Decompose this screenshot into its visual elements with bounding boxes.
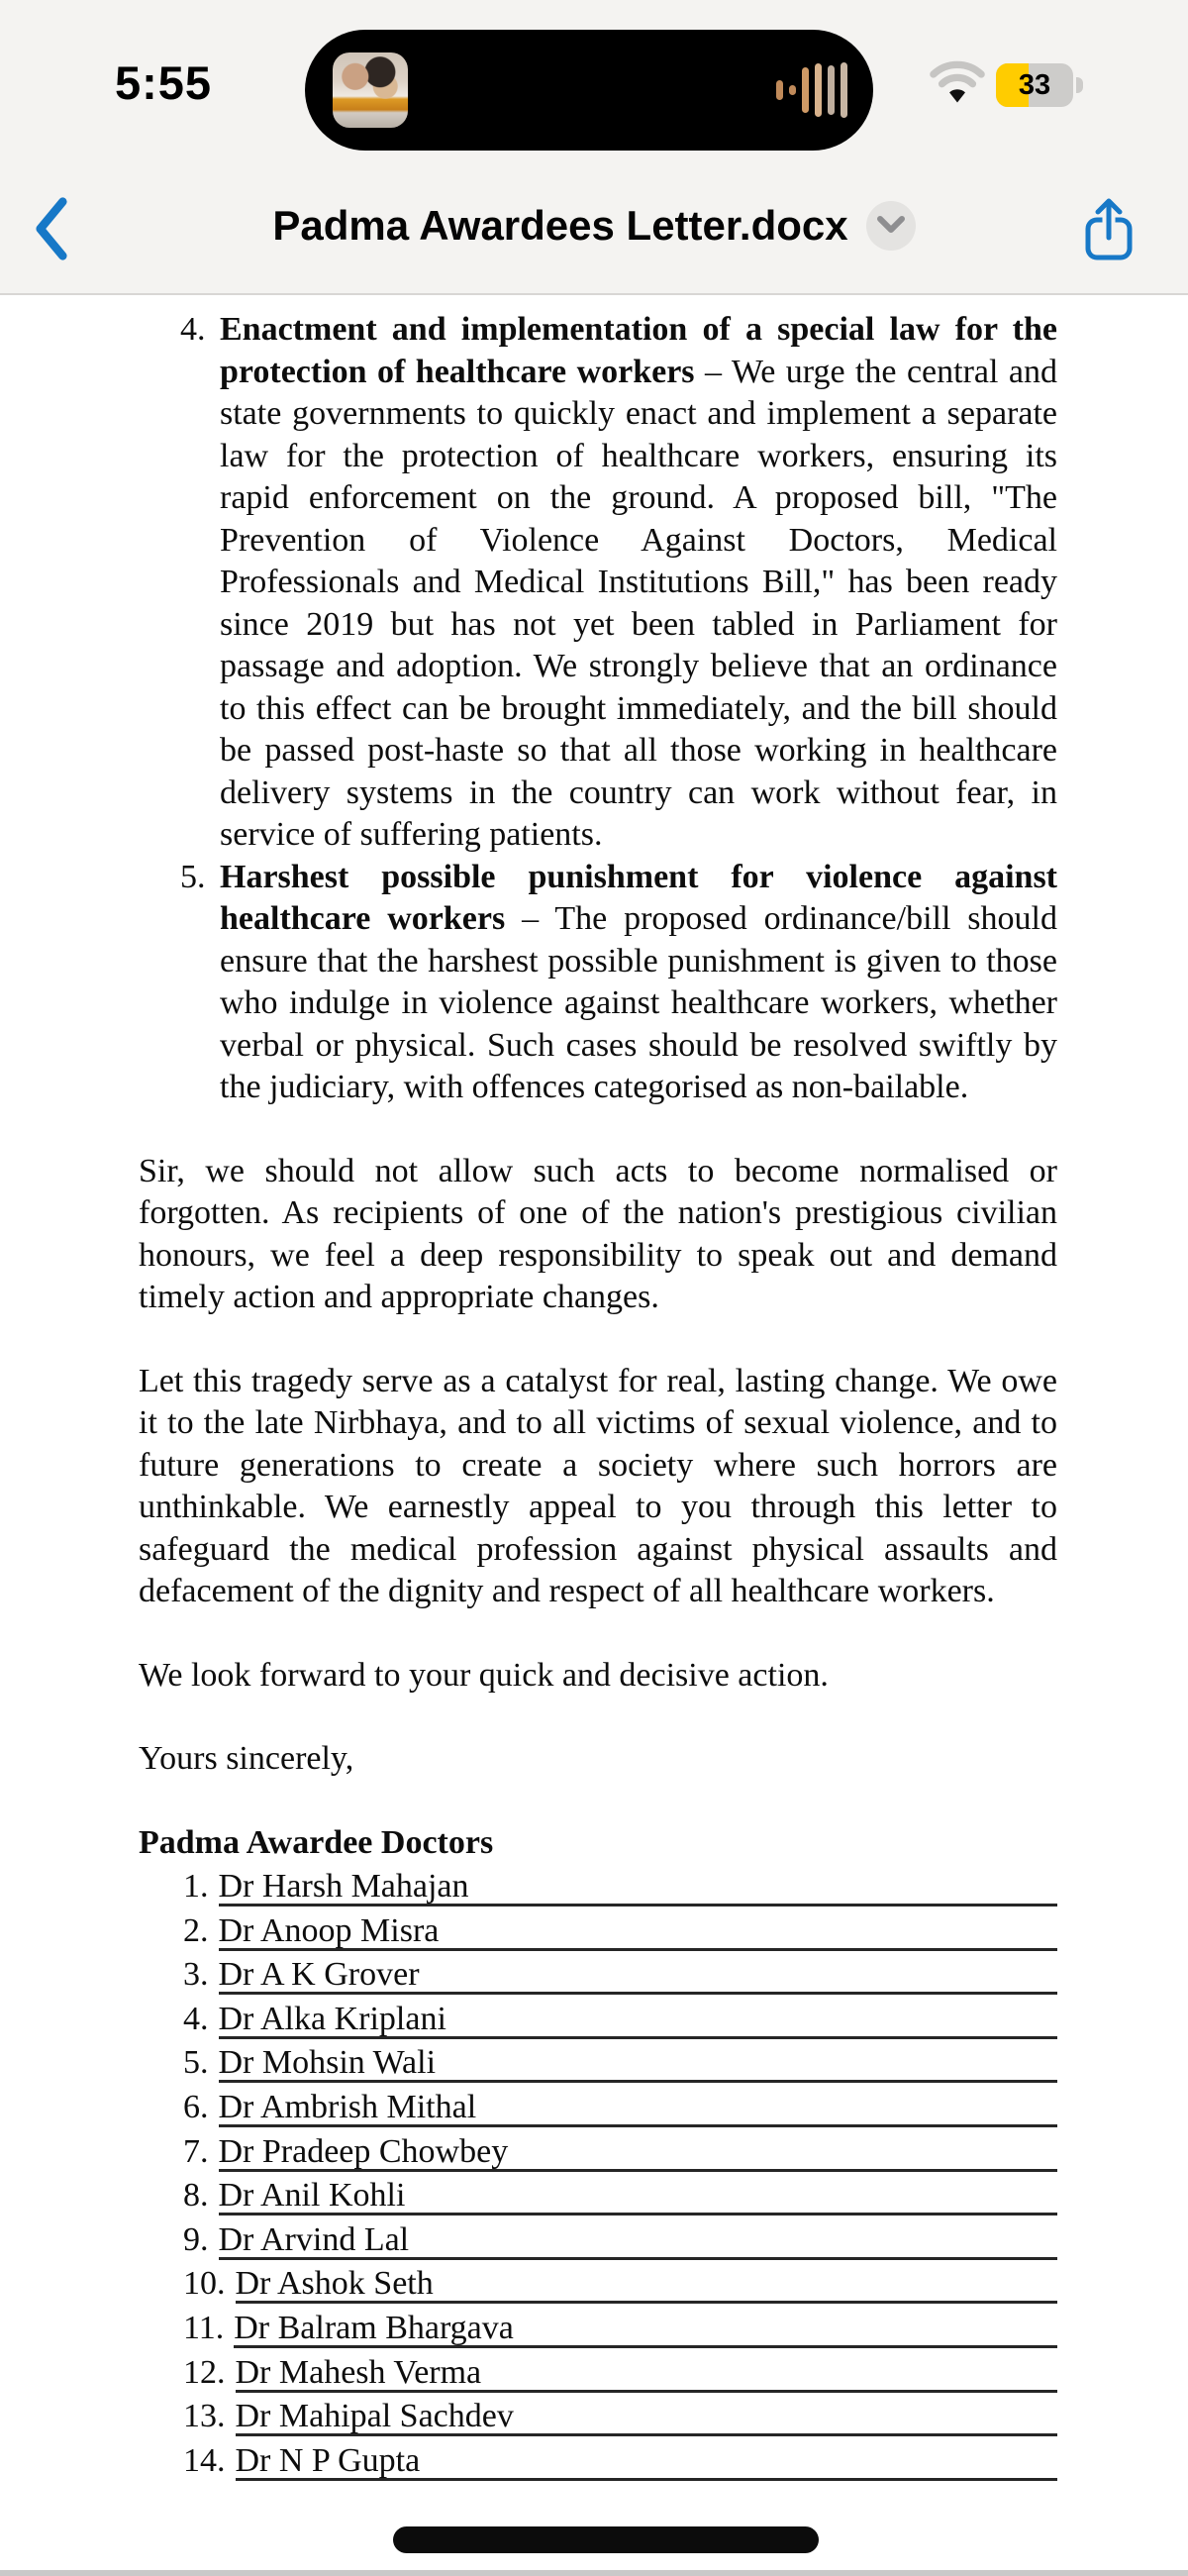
navigation-bar bbox=[0, 158, 1188, 293]
signatory-number: 3. bbox=[183, 1956, 209, 1994]
signatory-number: 7. bbox=[183, 2132, 209, 2170]
signatory-name: Dr A K Grover bbox=[219, 1955, 1058, 1995]
signatory-name: Dr N P Gupta bbox=[236, 2441, 1058, 2481]
signatory-row bbox=[183, 2043, 1057, 2088]
dynamic-island[interactable] bbox=[305, 30, 873, 151]
back-button[interactable] bbox=[22, 196, 81, 261]
signatory-name: Dr Anoop Misra bbox=[219, 1911, 1058, 1951]
title-menu-button[interactable] bbox=[866, 201, 916, 251]
signatory-row bbox=[183, 2264, 1057, 2309]
battery-indicator bbox=[996, 63, 1073, 107]
chevron-down-icon bbox=[877, 216, 905, 237]
signatory-row bbox=[183, 2441, 1057, 2486]
signatories-list bbox=[183, 1867, 1057, 2485]
signatory-row bbox=[183, 2132, 1057, 2177]
signatory-name: Dr Arvind Lal bbox=[219, 2220, 1058, 2260]
wifi-icon bbox=[929, 59, 986, 110]
signatory-row bbox=[183, 2220, 1057, 2265]
list-item-number: 5. bbox=[180, 858, 206, 895]
signatory-name: Dr Harsh Mahajan bbox=[219, 1867, 1058, 1906]
signatory-number: 12. bbox=[183, 2353, 226, 2391]
signatory-number: 9. bbox=[183, 2220, 209, 2258]
signatory-row bbox=[183, 2309, 1057, 2353]
signatory-name: Dr Pradeep Chowbey bbox=[219, 2132, 1058, 2172]
battery-percent: 33 bbox=[1018, 68, 1051, 101]
page-title: Padma Awardees Letter.docx bbox=[272, 202, 848, 249]
signatory-name: Dr Balram Bhargava bbox=[234, 2309, 1057, 2348]
list-item-text: Harshest possible punishment for violence against healthcare workers – The proposed ordinance/bill should ensure that the harshest possible punishment is given to those who indulge in violence against healthcare workers, whether verbal or physical. Such cases should be resolved swiftly by the judiciary, with offences categorised as non-bailable. bbox=[220, 858, 1057, 1105]
signatory-row bbox=[183, 2176, 1057, 2220]
closing-line: Yours sincerely, bbox=[139, 1740, 354, 1777]
list-item-text: Enactment and implementation of a special law for the protection of healthcare workers – We urge the central and state governments to quickly enact and implement a separate law for the protection of healthcare workers, ensuring its rapid enforcement on the ground. A proposed bill, "The Prevention of Violence Against Doctors, Medical Professionals and Medical Institutions Bill," has been ready since 2019 but has not yet been tabled in Parliament for passage and adoption. We strongly believe that an ordinance to this effect can be brought immediately, and the bill should be passed post-haste so that all those working in healthcare delivery systems in the country can work without fear, in service of suffering patients. bbox=[220, 311, 1057, 853]
signatory-row bbox=[183, 1955, 1057, 2000]
signatory-number: 2. bbox=[183, 1911, 209, 1949]
page-bottom-edge bbox=[0, 2570, 1188, 2576]
top-system-area bbox=[0, 0, 1188, 295]
status-time: 5:55 bbox=[115, 56, 213, 109]
signatory-number: 13. bbox=[183, 2398, 226, 2435]
signatory-row bbox=[183, 1867, 1057, 1911]
signatories-heading: Padma Awardee Doctors bbox=[139, 1823, 494, 1861]
document-page[interactable] bbox=[0, 295, 1188, 2576]
list-item bbox=[180, 309, 1057, 857]
home-indicator[interactable] bbox=[393, 2526, 819, 2553]
signatory-name: Dr Mahipal Sachdev bbox=[236, 2397, 1058, 2436]
signatory-row bbox=[183, 2397, 1057, 2441]
share-icon bbox=[1079, 252, 1138, 266]
numbered-points bbox=[139, 309, 1057, 1109]
paragraph: We look forward to your quick and decisive action. bbox=[139, 1656, 829, 1694]
signatory-number: 14. bbox=[183, 2441, 226, 2479]
signatory-row bbox=[183, 1911, 1057, 1956]
signatory-row bbox=[183, 2088, 1057, 2132]
signatory-row bbox=[183, 2353, 1057, 2398]
signatory-row bbox=[183, 2000, 1057, 2044]
share-button[interactable] bbox=[1077, 196, 1140, 265]
signatory-name: Dr Alka Kriplani bbox=[219, 2000, 1058, 2039]
signatory-name: Dr Ambrish Mithal bbox=[219, 2088, 1058, 2127]
signatory-number: 5. bbox=[183, 2044, 209, 2082]
signatory-number: 11. bbox=[183, 2309, 225, 2346]
document-title-group bbox=[272, 201, 915, 251]
signatory-number: 8. bbox=[183, 2177, 209, 2215]
signatory-number: 10. bbox=[183, 2265, 226, 2303]
audio-waveform-icon bbox=[776, 30, 847, 151]
paragraph: Sir, we should not allow such acts to become normalised or forgotten. As recipients of one of the nation's prestigious civilian honours, we feel a deep responsibility to speak out and demand timely action and appropriate changes. bbox=[139, 1152, 1057, 1315]
signatory-name: Dr Anil Kohli bbox=[219, 2176, 1058, 2215]
signatory-number: 6. bbox=[183, 2088, 209, 2125]
now-playing-album-art[interactable] bbox=[333, 52, 408, 128]
paragraph: Let this tragedy serve as a catalyst for real, lasting change. We owe it to the late Nirbhaya, and to all victims of sexual violence, and to future generations to create a society where such horrors are unthinkable. We earnestly appeal to you through this letter to safeguard the medical profession against physical assaults and defacement of the dignity and respect of all healthcare workers. bbox=[139, 1362, 1057, 1609]
list-item-number: 4. bbox=[180, 311, 206, 348]
back-chevron-icon bbox=[26, 250, 77, 264]
battery-cap bbox=[1076, 77, 1083, 93]
signatory-name: Dr Ashok Seth bbox=[236, 2264, 1058, 2304]
signatory-name: Dr Mahesh Verma bbox=[236, 2353, 1058, 2393]
signatory-number: 4. bbox=[183, 2000, 209, 2037]
signatory-number: 1. bbox=[183, 1868, 209, 1905]
list-item bbox=[180, 857, 1057, 1109]
signatory-name: Dr Mohsin Wali bbox=[219, 2043, 1058, 2083]
